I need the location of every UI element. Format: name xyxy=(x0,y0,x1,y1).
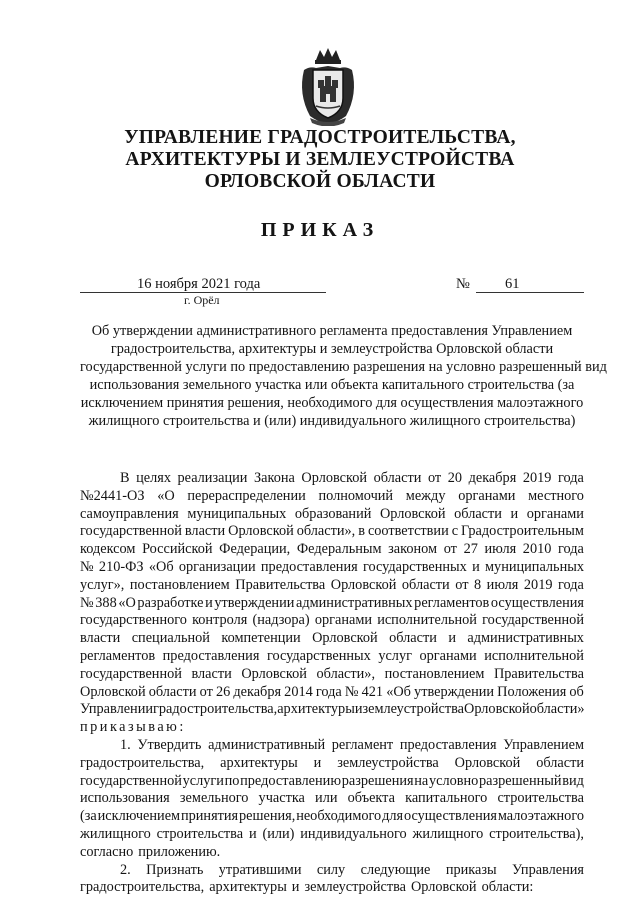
number-sign: № xyxy=(456,276,470,292)
body-word: Орловской xyxy=(80,683,146,700)
body-word: приказываю: xyxy=(80,719,186,736)
body-word: соответствии xyxy=(367,523,449,540)
body-word: области xyxy=(454,505,502,522)
body-word: полномочий xyxy=(318,487,394,504)
title-line: градостроительства, архитектуры и землеустройства Орловской области xyxy=(110,341,554,357)
body-word: Правительства xyxy=(235,576,326,593)
body-line xyxy=(80,523,584,541)
body-word: на xyxy=(414,772,429,789)
body-word: приказы xyxy=(445,861,497,878)
body-word: и xyxy=(448,630,456,647)
coat-of-arms-emblem xyxy=(296,46,360,126)
body-word: Орловской xyxy=(241,665,307,682)
body-word: года xyxy=(315,683,342,700)
body-word: земельного xyxy=(179,790,249,807)
title-line: использования земельного участка или объекта капитального строительства (за xyxy=(89,377,575,393)
body-word: кодексом xyxy=(80,541,136,558)
body-word: Орловской xyxy=(330,576,397,593)
body-word: 26 xyxy=(215,683,231,700)
body-word: Орловской xyxy=(410,879,477,896)
body-line xyxy=(80,541,584,559)
body-word: перераспределении xyxy=(187,487,306,504)
body-word: строительства), xyxy=(489,825,584,842)
body-word: архитектуры xyxy=(277,701,355,718)
body-line xyxy=(80,879,584,897)
body-word: от xyxy=(199,683,213,700)
body-word: услуг», xyxy=(80,576,125,593)
body-word: области xyxy=(148,683,197,700)
body-word: строительства xyxy=(156,825,244,842)
body-line xyxy=(80,684,584,702)
body-word: услуги xyxy=(182,772,224,789)
body-word: индивидуального xyxy=(300,825,407,842)
body-word: государственной xyxy=(80,772,182,789)
body-word: Орловской xyxy=(464,701,530,718)
body-word: «Об xyxy=(148,558,174,575)
body-word: предоставления xyxy=(399,736,497,753)
body-word: июля xyxy=(486,576,519,593)
body-word: государственной xyxy=(80,665,182,682)
body-word: власти xyxy=(80,630,121,647)
body-word: образований xyxy=(294,505,372,522)
body-word: от xyxy=(443,541,457,558)
body-word: осуществления xyxy=(490,594,584,611)
body-word: 421 xyxy=(361,683,384,700)
body-word: исполнительной xyxy=(484,647,584,664)
body-word: административный xyxy=(208,736,326,753)
body-word: об xyxy=(569,683,584,700)
body-line xyxy=(80,719,584,737)
body-word: области xyxy=(401,576,450,593)
body-word: предоставлению xyxy=(240,772,341,789)
body-word: Орловской xyxy=(301,470,368,486)
body-word: услуг xyxy=(378,647,412,664)
body-word: области» xyxy=(529,701,585,718)
body-word: землеустройства xyxy=(362,701,464,718)
body-word: Управлением xyxy=(503,736,584,753)
body-word: осуществления xyxy=(403,808,497,825)
body-word: Орловской xyxy=(379,505,446,522)
body-word: государственного xyxy=(80,612,187,629)
body-word: Управлении xyxy=(80,701,154,718)
body-word: организации xyxy=(178,558,256,575)
body-word: 388 xyxy=(95,594,117,611)
body-word: контроля xyxy=(192,612,248,629)
body-word: «О xyxy=(157,487,175,504)
body-word: Орловской xyxy=(454,754,521,771)
body-word: целях xyxy=(136,470,171,486)
body-line xyxy=(80,559,584,577)
body-word: регламентов xyxy=(80,647,156,664)
body-word: Орловской xyxy=(312,630,378,647)
body-line xyxy=(80,470,584,488)
body-word: органами xyxy=(458,487,516,504)
body-word: Положения xyxy=(497,683,567,700)
body-word: Градостроительным xyxy=(461,523,584,540)
body-word: объекта xyxy=(347,790,395,807)
body-word: декабря xyxy=(468,470,517,486)
body-word: принятия xyxy=(180,808,239,825)
document-subject-title xyxy=(80,322,607,430)
body-word: согласно xyxy=(80,843,134,860)
body-word: власти xyxy=(184,523,226,540)
title-line: жилищного строительства и (или) индивидуального жилищного строительства) xyxy=(88,413,576,429)
body-line xyxy=(80,595,584,613)
body-word: следующие xyxy=(360,861,431,878)
body-word: по xyxy=(224,772,240,789)
body-word: и xyxy=(510,505,519,522)
body-word: строительства xyxy=(497,790,584,807)
body-word: области xyxy=(373,470,422,486)
body-word: государственных xyxy=(362,558,467,575)
body-word: от xyxy=(427,470,442,486)
body-word: необходимого xyxy=(296,808,382,825)
body-word: использования xyxy=(80,790,170,807)
body-word: Утвердить xyxy=(137,736,202,753)
body-word: землеустройства xyxy=(304,879,406,896)
body-line xyxy=(80,612,584,630)
body-line xyxy=(80,826,584,844)
body-word: решения, xyxy=(239,808,296,825)
body-word: разрешенный xyxy=(479,772,562,789)
body-word: № xyxy=(80,558,94,575)
body-word: В xyxy=(120,470,130,486)
body-word: градостроительства, xyxy=(80,754,205,771)
body-word: государственной xyxy=(482,612,584,629)
body-word: Федерации, xyxy=(219,541,291,558)
body-word: малоэтажного xyxy=(497,808,584,825)
header-line-1: УПРАВЛЕНИЕ ГРАДОСТРОИТЕЛЬСТВА, xyxy=(124,127,516,148)
body-line xyxy=(80,630,584,648)
body-line xyxy=(80,862,584,880)
body-word: № xyxy=(344,683,359,700)
body-word: муниципальных xyxy=(187,505,287,522)
body-word: жилищного xyxy=(412,825,484,842)
body-line xyxy=(80,701,584,719)
body-word: жилищного xyxy=(80,825,151,842)
body-word: №2441-ОЗ xyxy=(80,487,145,504)
body-word: архитектуры xyxy=(220,754,298,771)
header-line-2: АРХИТЕКТУРЫ И ЗЕМЛЕУСТРОЙСТВА xyxy=(125,149,515,170)
body-word: капитального xyxy=(405,790,488,807)
body-word: муниципальных xyxy=(485,558,584,575)
body-word: реализации xyxy=(177,470,248,486)
body-word: градостроительства, xyxy=(80,879,205,896)
body-word: года xyxy=(558,541,584,558)
body-word: компетенции xyxy=(221,630,301,647)
body-word: Российской xyxy=(142,541,213,558)
body-word: вид xyxy=(562,772,584,789)
body-word: самоуправления xyxy=(80,505,179,522)
body-word: исключением xyxy=(97,808,181,825)
body-word: участка xyxy=(258,790,305,807)
title-line: Об утверждении административного регламента предоставления Управлением xyxy=(91,323,573,339)
body-word: или xyxy=(315,790,338,807)
body-word: власти xyxy=(191,665,232,682)
body-word: Правительства xyxy=(493,665,584,682)
body-word: утверждении xyxy=(414,683,495,700)
body-word: Признать xyxy=(146,861,204,878)
body-line xyxy=(80,808,584,826)
body-word: приложению. xyxy=(138,843,221,860)
body-word: исполнительной xyxy=(377,612,477,629)
body-word: с xyxy=(451,523,459,540)
body-word: органами xyxy=(314,612,373,629)
body-word: разработке xyxy=(137,594,204,611)
body-word: предоставления xyxy=(260,558,358,575)
body-line xyxy=(80,488,584,506)
body-word: области xyxy=(536,754,584,771)
body-line xyxy=(80,773,584,791)
body-word: Орловской xyxy=(228,523,294,540)
body-word: условно xyxy=(428,772,479,789)
body-word: 1. xyxy=(120,736,131,753)
body-word: № xyxy=(80,594,94,611)
body-word: законом xyxy=(388,541,438,558)
body-word: органами xyxy=(526,505,584,522)
document-number: 61 xyxy=(505,276,520,292)
body-word: и xyxy=(248,825,257,842)
body-word: и xyxy=(291,879,300,896)
header-line-3: ОРЛОВСКОЙ ОБЛАСТИ xyxy=(204,171,436,192)
body-word: и xyxy=(205,594,213,611)
body-word: «Об xyxy=(386,683,411,700)
body-line xyxy=(80,844,584,862)
body-word: градостроительства, xyxy=(153,701,278,718)
body-word: регламент xyxy=(331,736,394,753)
body-word: утратившими xyxy=(218,861,302,878)
body-line xyxy=(80,790,584,808)
body-word: 2010 xyxy=(522,541,552,558)
title-line: государственной услуги по предоставлению разрешения на условно разрешенный вид xyxy=(80,359,607,375)
body-word: административных xyxy=(295,594,413,611)
body-word: государственных xyxy=(266,647,371,664)
body-word: года xyxy=(558,576,584,593)
document-date: 16 ноября 2021 года xyxy=(137,276,261,292)
body-word: (надзора) xyxy=(252,612,310,629)
body-line xyxy=(80,666,584,684)
body-word: землеустройства xyxy=(337,754,439,771)
body-word: «О xyxy=(118,594,136,611)
body-word: 2014 xyxy=(284,683,313,700)
body-word: специальной xyxy=(131,630,210,647)
body-word: области: xyxy=(481,879,534,896)
body-word: 2019 xyxy=(523,576,553,593)
body-word: 2. xyxy=(120,861,131,878)
organization-header xyxy=(0,127,640,193)
body-word: Управления xyxy=(512,861,584,878)
body-line xyxy=(80,506,584,524)
body-word: предоставления xyxy=(162,647,260,664)
body-word: местного xyxy=(528,487,584,504)
body-word: области», xyxy=(316,665,376,682)
body-word: государственной xyxy=(80,523,182,540)
body-word: Федеральным xyxy=(296,541,382,558)
body-line xyxy=(80,755,584,773)
number-underline xyxy=(476,292,584,293)
title-line: исключением принятия решения, необходимого для осуществления малоэтажного xyxy=(80,395,584,411)
body-word: (за xyxy=(80,808,97,825)
body-word: постановлением xyxy=(129,576,230,593)
document-city: г. Орёл xyxy=(184,293,220,307)
body-word: области xyxy=(389,630,437,647)
body-word: утверждении xyxy=(214,594,295,611)
body-word: органами xyxy=(419,647,477,664)
body-line xyxy=(80,648,584,666)
body-word: административных xyxy=(467,630,584,647)
body-word: между xyxy=(405,487,446,504)
body-word: 27 xyxy=(463,541,478,558)
body-word: постановлением xyxy=(384,665,485,682)
body-word: от xyxy=(455,576,469,593)
body-word: силу xyxy=(316,861,346,878)
body-word: (или) xyxy=(262,825,295,842)
body-word: 210-ФЗ xyxy=(98,558,144,575)
body-word: 2019 xyxy=(522,470,552,486)
body-word: июля xyxy=(484,541,517,558)
document-type-title: ПРИКАЗ xyxy=(260,219,380,241)
body-word: и xyxy=(472,558,480,575)
body-word: 20 xyxy=(447,470,463,486)
body-word: и xyxy=(313,754,322,771)
body-word: и xyxy=(354,701,363,718)
body-word: 8 xyxy=(473,576,482,593)
body-word: Закона xyxy=(253,470,295,486)
body-word: регламентов xyxy=(414,594,490,611)
body-word: архитектуры xyxy=(209,879,287,896)
body-word: разрешения xyxy=(341,772,414,789)
body-word: для xyxy=(382,808,404,825)
body-word: года xyxy=(558,470,584,486)
body-line xyxy=(80,577,584,595)
body-word: декабря xyxy=(233,683,282,700)
body-word: области», xyxy=(296,523,356,540)
document-body xyxy=(80,470,584,897)
body-line xyxy=(80,737,584,755)
body-word: в xyxy=(358,523,365,540)
